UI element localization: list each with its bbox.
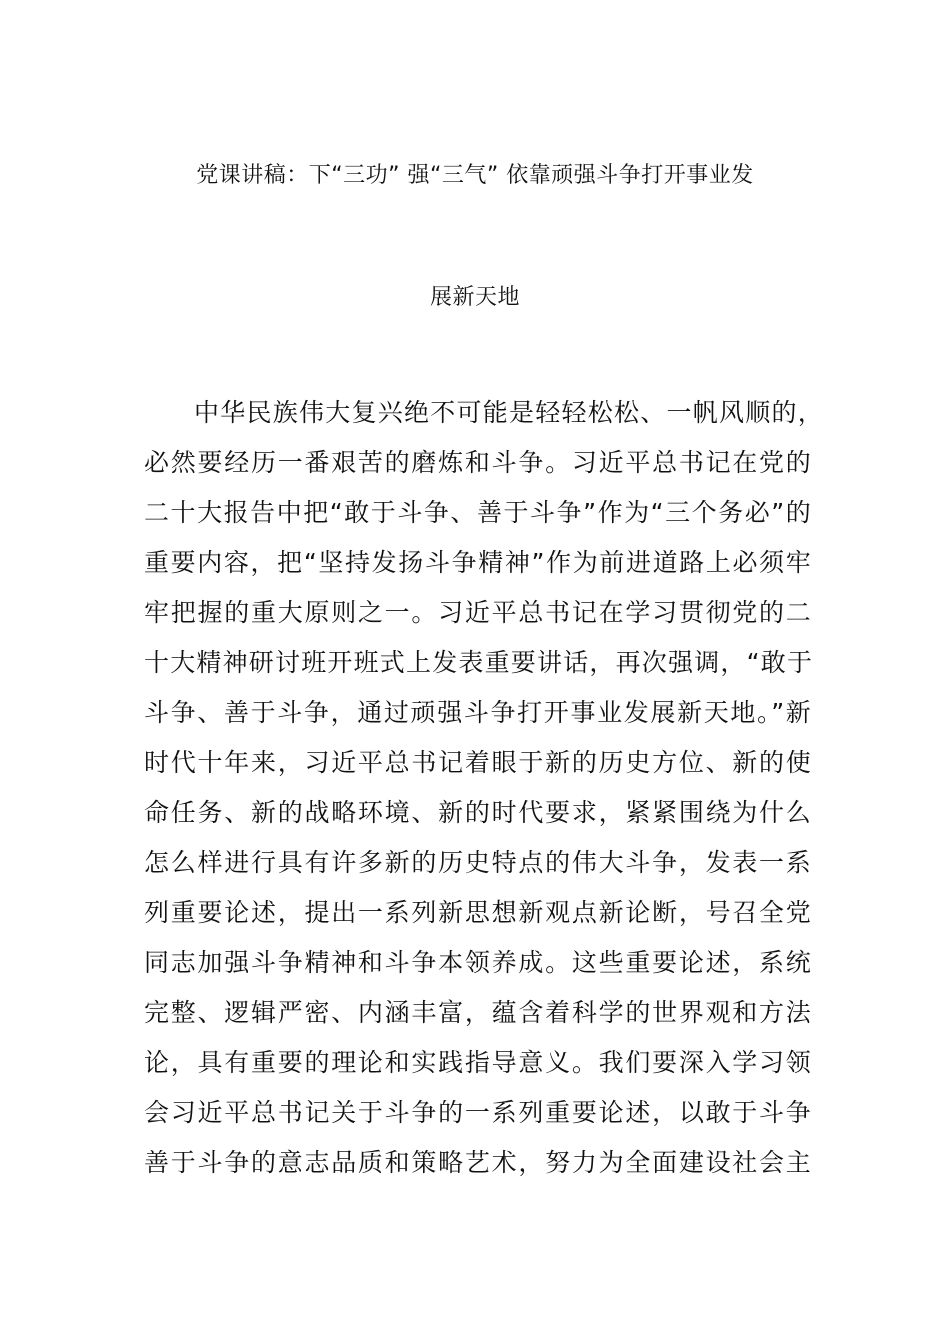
paragraph-line-8: 时代十年来，习近平总书记着眼于新的历史方位、新的使: [144, 748, 812, 777]
paragraph-line-11: 列重要论述，提出一系列新思想新观点新论断，号召全党: [144, 898, 812, 927]
paragraph-line-9: 命任务、新的战略环境、新的时代要求，紧紧围绕为什么: [144, 798, 812, 827]
document-title-line-1: 党课讲稿：下“三功” 强“三气” 依靠顽强斗争打开事业发: [196, 163, 754, 188]
paragraph-line-10: 怎么样进行具有许多新的历史特点的伟大斗争，发表一系: [144, 848, 812, 877]
paragraph-line-16: 善于斗争的意志品质和策略艺术，努力为全面建设社会主: [144, 1148, 812, 1177]
paragraph-line-4: 重要内容，把“坚持发扬斗争精神”作为前进道路上必须牢: [144, 548, 812, 577]
paragraph-line-1: 中华民族伟大复兴绝不可能是轻轻松松、一帆风顺的，: [194, 398, 824, 427]
paragraph-line-13: 完整、逻辑严密、内涵丰富，蕴含着科学的世界观和方法: [144, 998, 812, 1027]
paragraph-line-6: 十大精神研讨班开班式上发表重要讲话，再次强调，“敢于: [144, 648, 814, 677]
paragraph-line-7: 斗争、善于斗争，通过顽强斗争打开事业发展新天地。”新: [144, 698, 812, 727]
paragraph-line-3: 二十大报告中把“敢于斗争、善于斗争”作为“三个务必”的: [144, 498, 812, 527]
paragraph-line-2: 必然要经历一番艰苦的磨炼和斗争。习近平总书记在党的: [144, 448, 812, 477]
document-title-line-2: 展新天地: [429, 285, 520, 310]
paragraph-line-15: 会习近平总书记关于斗争的一系列重要论述，以敢于斗争: [144, 1098, 812, 1127]
paragraph-line-12: 同志加强斗争精神和斗争本领养成。这些重要论述，系统: [144, 948, 812, 977]
paragraph-line-5: 牢把握的重大原则之一。习近平总书记在学习贯彻党的二: [144, 598, 812, 627]
paragraph-line-14: 论，具有重要的理论和实践指导意义。我们要深入学习领: [144, 1048, 812, 1077]
